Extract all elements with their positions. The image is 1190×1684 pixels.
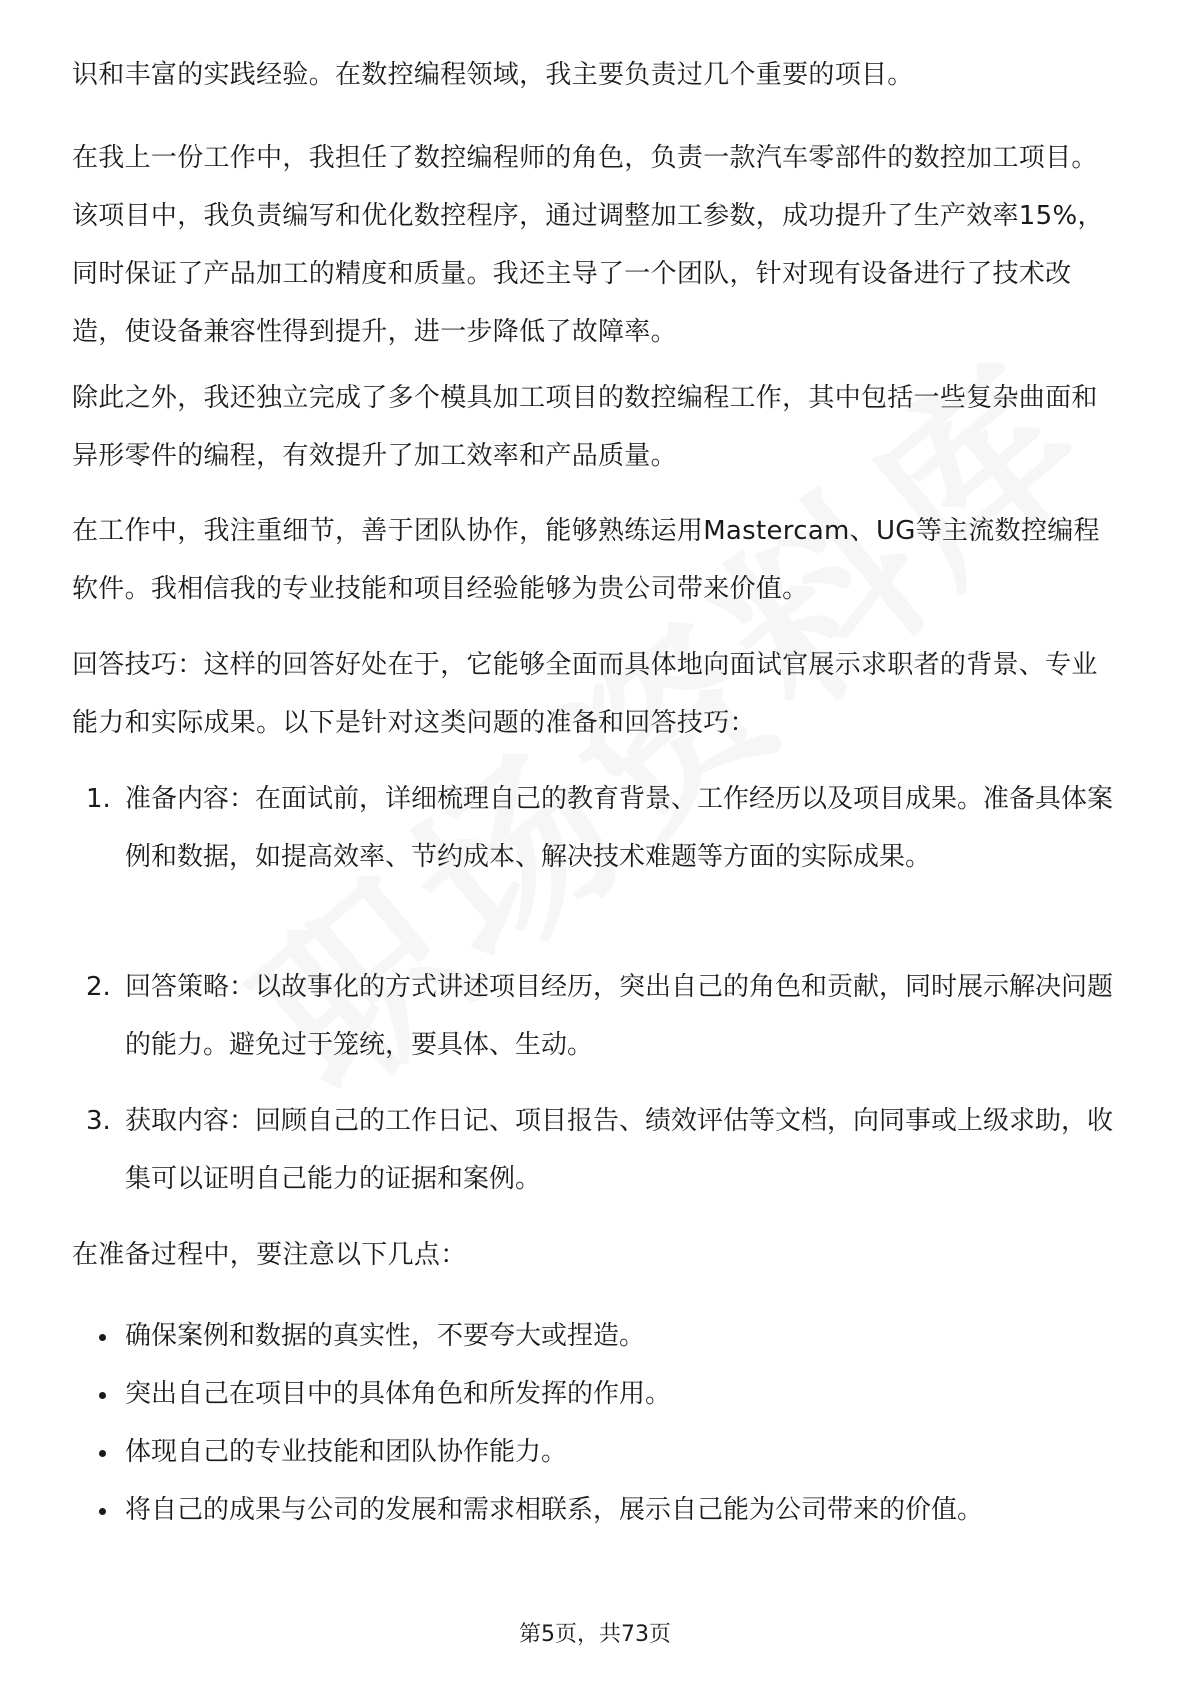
bullet-icon — [99, 1508, 106, 1515]
list-item-text: 突出自己在项目中的具体角色和所发挥的作用。 — [125, 1379, 672, 1409]
bullet-icon — [99, 1450, 106, 1457]
list-item-text: 准备内容：在面试前，详细梳理自己的教育背景、工作经历以及项目成果。准备具体案例和数据，如提高效率、节约成本、解决技术难题等方面的实际成果。 — [125, 784, 1114, 872]
paragraph-previous-job: 在我上一份工作中，我担任了数控编程师的角色，负责一款汽车零部件的数控加工项目。该项目中，我负责编写和优化数控程序，通过调整加工参数，成功提升了生产效率15%，同时保证了产品加工的精度和质量。我还主导了一个团队，针对现有设备进行了技术改造，使设备兼容性得到提升，进一步降低了故障率。 — [72, 143, 1104, 347]
paragraph-intro-continuation: 识和丰富的实践经验。在数控编程领域，我主要负责过几个重要的项目。 — [72, 60, 914, 90]
list-item — [72, 1092, 1118, 1208]
bullet-icon — [99, 1334, 106, 1341]
list-item-text: 确保案例和数据的真实性，不要夸大或捏造。 — [125, 1321, 646, 1351]
list-item — [72, 1481, 1118, 1539]
list-number: 1. — [86, 784, 111, 814]
paragraph-answer-tips: 回答技巧：这样的回答好处在于，它能够全面而具体地向面试官展示求职者的背景、专业能力和实际成果。以下是针对这类问题的准备和回答技巧： — [72, 650, 1098, 738]
list-item — [72, 1365, 1118, 1423]
list-number: 2. — [86, 972, 111, 1002]
list-number: 3. — [86, 1106, 111, 1136]
list-item-text: 体现自己的专业技能和团队协作能力。 — [125, 1437, 568, 1467]
list-item-text: 回答策略：以故事化的方式讲述项目经历，突出自己的角色和贡献，同时展示解决问题的能力。避免过于笼统，要具体、生动。 — [125, 972, 1114, 1060]
list-item — [72, 958, 1118, 1074]
page-number-footer: 第5页，共73页 — [519, 1622, 671, 1647]
list-item — [72, 1423, 1118, 1481]
paragraph-mold-projects: 除此之外，我还独立完成了多个模具加工项目的数控编程工作，其中包括一些复杂曲面和异形零件的编程，有效提升了加工效率和产品质量。 — [72, 383, 1098, 471]
list-item-text: 获取内容：回顾自己的工作日记、项目报告、绩效评估等文档，向同事或上级求助，收集可以证明自己能力的证据和案例。 — [125, 1106, 1114, 1194]
list-item — [72, 1307, 1118, 1365]
bullet-notes-list — [72, 1307, 1118, 1539]
list-item — [72, 770, 1118, 886]
bullet-icon — [99, 1392, 106, 1399]
paragraph-notes-intro: 在准备过程中，要注意以下几点： — [72, 1240, 467, 1270]
list-item-text: 将自己的成果与公司的发展和需求相联系，展示自己能为公司带来的价值。 — [125, 1495, 984, 1525]
paragraph-skills: 在工作中，我注重细节，善于团队协作，能够熟练运用Mastercam、UG等主流数控编程软件。我相信我的专业技能和项目经验能够为贵公司带来价值。 — [72, 516, 1100, 604]
